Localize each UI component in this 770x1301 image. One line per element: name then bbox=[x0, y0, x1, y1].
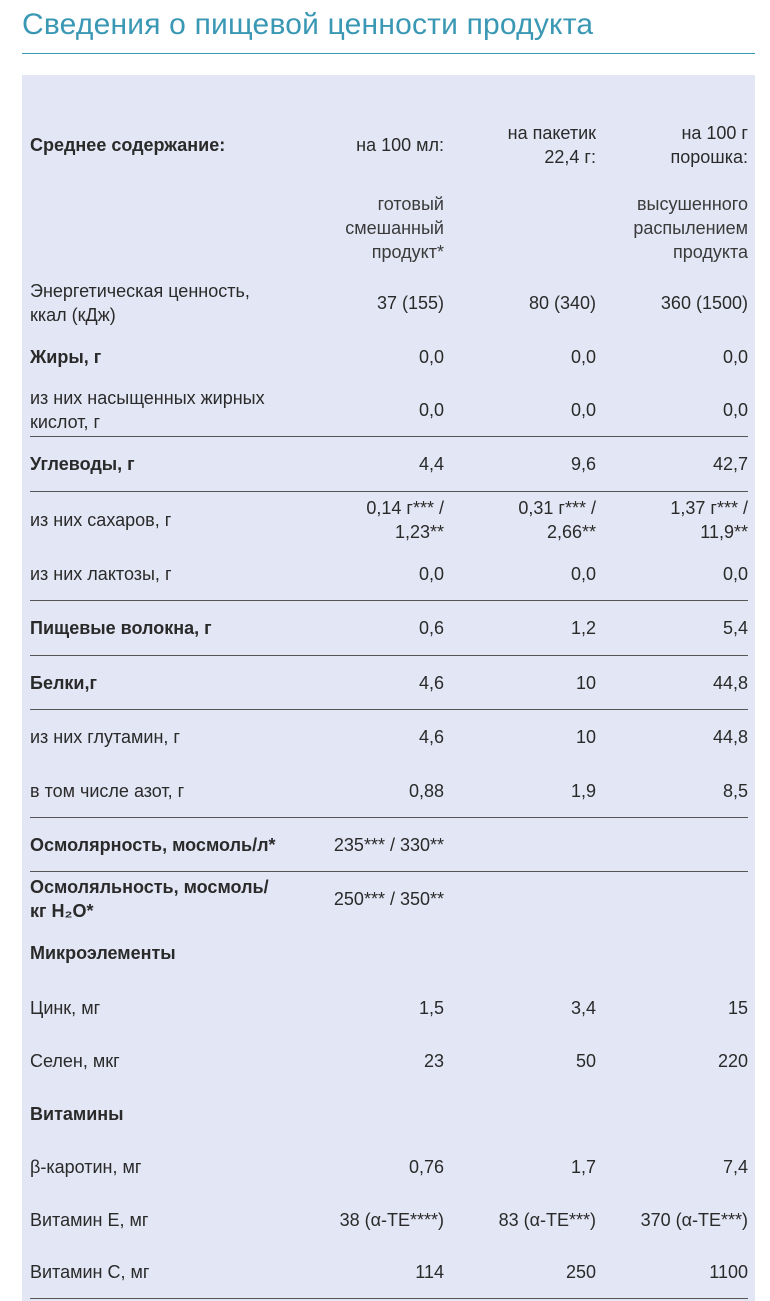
row-value-col2 bbox=[444, 330, 596, 384]
row-value-col2 bbox=[444, 437, 596, 492]
row-label bbox=[30, 548, 290, 601]
row-value-text: 0,0 bbox=[418, 564, 444, 584]
row-value-text: 0,0 bbox=[722, 400, 748, 420]
row-value-col2 bbox=[444, 384, 596, 437]
row-value-col2 bbox=[444, 1087, 596, 1140]
row-label-text: из них лактозы, г bbox=[30, 564, 172, 584]
row-label-text: Жиры, г bbox=[30, 347, 102, 367]
table-row bbox=[30, 1087, 748, 1140]
row-value-col1 bbox=[290, 925, 444, 981]
row-value-text: 1,7 bbox=[570, 1156, 596, 1177]
row-label-text: из них насыщенных жирных кислот, г bbox=[30, 388, 265, 432]
row-label bbox=[30, 276, 290, 330]
subheader-row bbox=[30, 189, 748, 276]
row-value-col1 bbox=[290, 981, 444, 1034]
table-row bbox=[30, 818, 748, 872]
row-value-text: 83 (α-ТЕ***) bbox=[498, 1209, 596, 1230]
row-value-text: 0,0 bbox=[570, 564, 596, 584]
row-value-text: 0,0 bbox=[570, 400, 596, 420]
row-value-text: 1,37 г*** / 11,9** bbox=[670, 498, 748, 542]
row-label bbox=[30, 981, 290, 1034]
row-value-col3 bbox=[596, 925, 748, 981]
table-row bbox=[30, 981, 748, 1034]
row-label bbox=[30, 1246, 290, 1298]
row-label bbox=[30, 330, 290, 384]
row-label-text: Микроэлементы bbox=[30, 943, 176, 963]
subheader-col1-text: готовый смешанный продукт* bbox=[345, 194, 444, 262]
row-value-col1 bbox=[290, 492, 444, 549]
row-value-col3 bbox=[596, 276, 748, 330]
row-label bbox=[30, 1140, 290, 1193]
table-row bbox=[30, 601, 748, 656]
row-value-col2 bbox=[444, 1140, 596, 1193]
row-value-text: 0,76 bbox=[408, 1156, 444, 1177]
row-value-col2 bbox=[444, 818, 596, 872]
row-value-text: 4,4 bbox=[418, 454, 444, 474]
row-value-col2 bbox=[444, 1193, 596, 1246]
subheader-col1 bbox=[290, 189, 444, 276]
row-value-col3 bbox=[596, 1087, 748, 1140]
row-value-text: 0,6 bbox=[418, 618, 444, 638]
header-per-sachet bbox=[444, 105, 596, 189]
row-value-text: 0,88 bbox=[408, 780, 444, 801]
row-value-col2 bbox=[444, 1034, 596, 1087]
row-value-col1 bbox=[290, 1246, 444, 1298]
table-row bbox=[30, 872, 748, 926]
table-row bbox=[30, 437, 748, 492]
row-value-col3 bbox=[596, 1034, 748, 1087]
row-value-col1 bbox=[290, 330, 444, 384]
row-value-col3 bbox=[596, 872, 748, 926]
row-label-text: β-каротин, мг bbox=[30, 1156, 142, 1177]
row-value-col1 bbox=[290, 548, 444, 601]
row-value-col3 bbox=[596, 384, 748, 437]
row-label-text: Энергетическая ценность, ккал (кДж) bbox=[30, 281, 250, 325]
row-value-col3 bbox=[596, 601, 748, 656]
row-value-text: 50 bbox=[575, 1050, 596, 1071]
title-divider bbox=[22, 53, 755, 54]
row-value-col1 bbox=[290, 276, 444, 330]
row-value-col3 bbox=[596, 818, 748, 872]
row-value-text: 1100 bbox=[709, 1262, 748, 1282]
subheader-col2 bbox=[444, 189, 596, 276]
row-value-col3 bbox=[596, 764, 748, 818]
row-label-text: Углеводы, г bbox=[30, 454, 135, 474]
header-per-100ml: на 100 мл: bbox=[356, 135, 444, 155]
row-value-col3 bbox=[596, 437, 748, 492]
row-value-text: 114 bbox=[415, 1262, 444, 1282]
row-value-text: 0,0 bbox=[722, 347, 748, 367]
header-per-100g bbox=[596, 105, 748, 189]
row-value-text: 23 bbox=[423, 1050, 444, 1071]
row-value-text: 37 (155) bbox=[376, 293, 444, 313]
row-value-col3 bbox=[596, 1246, 748, 1298]
row-value-col3 bbox=[596, 656, 748, 710]
row-value-col1 bbox=[290, 818, 444, 872]
nutrition-table bbox=[30, 105, 748, 1298]
header-per-sachet-text: на пакетик 22,4 г: bbox=[507, 123, 596, 167]
row-value-text: 235*** / 330** bbox=[333, 834, 444, 855]
row-value-text: 42,7 bbox=[712, 454, 748, 474]
row-label bbox=[30, 925, 290, 981]
row-value-text: 1,5 bbox=[418, 997, 444, 1018]
row-value-col2 bbox=[444, 764, 596, 818]
row-value-col3 bbox=[596, 1193, 748, 1246]
table-body bbox=[30, 189, 748, 1298]
row-label-text: Пищевые волокна, г bbox=[30, 618, 212, 638]
table-row bbox=[30, 925, 748, 981]
row-label bbox=[30, 818, 290, 872]
table-row bbox=[30, 492, 748, 549]
row-label-text: из них сахаров, г bbox=[30, 510, 172, 530]
subheader-empty bbox=[30, 189, 290, 276]
row-value-col2 bbox=[444, 276, 596, 330]
row-value-col3 bbox=[596, 710, 748, 765]
row-value-col1 bbox=[290, 1087, 444, 1140]
table-row bbox=[30, 1140, 748, 1193]
row-value-col1 bbox=[290, 872, 444, 926]
row-value-text: 8,5 bbox=[722, 780, 748, 801]
table-row bbox=[30, 276, 748, 330]
row-value-col3 bbox=[596, 492, 748, 549]
row-value-text: 0,31 г*** / 2,66** bbox=[518, 498, 596, 542]
row-label bbox=[30, 437, 290, 492]
row-value-text: 9,6 bbox=[570, 454, 596, 474]
row-label bbox=[30, 601, 290, 656]
table-row bbox=[30, 764, 748, 818]
row-value-text: 7,4 bbox=[722, 1156, 748, 1177]
table-row bbox=[30, 1034, 748, 1087]
row-value-col2 bbox=[444, 601, 596, 656]
row-value-col1 bbox=[290, 656, 444, 710]
row-value-col2 bbox=[444, 981, 596, 1034]
table-header-row bbox=[30, 105, 748, 189]
table-bottom-divider bbox=[30, 1298, 748, 1299]
row-label bbox=[30, 1087, 290, 1140]
row-value-text: 250 bbox=[565, 1262, 596, 1282]
row-value-col1 bbox=[290, 437, 444, 492]
row-value-text: 0,14 г*** / 1,23** bbox=[366, 498, 444, 542]
row-label-text: в том числе азот, г bbox=[30, 780, 185, 801]
subheader-col3-text: высушенного распылением продукта bbox=[633, 194, 748, 262]
row-value-col1 bbox=[290, 710, 444, 765]
row-value-col1 bbox=[290, 1193, 444, 1246]
row-value-text: 1,2 bbox=[570, 618, 596, 638]
row-value-text: 4,6 bbox=[418, 727, 444, 747]
row-value-text: 0,0 bbox=[570, 347, 596, 367]
row-value-text: 0,0 bbox=[418, 400, 444, 420]
table-row bbox=[30, 1246, 748, 1298]
row-value-text: 44,8 bbox=[712, 727, 748, 747]
row-label-text: Витамин С, мг bbox=[30, 1262, 150, 1282]
row-value-text: 0,0 bbox=[418, 347, 444, 367]
row-value-text: 3,4 bbox=[570, 997, 596, 1018]
row-label-text: Белки,г bbox=[30, 672, 97, 693]
page-title: Сведения о пищевой ценности продукта bbox=[22, 8, 594, 41]
row-label-text: из них глутамин, г bbox=[30, 727, 180, 747]
row-label-text: Витамины bbox=[30, 1103, 124, 1124]
row-value-text: 44,8 bbox=[712, 672, 748, 693]
row-value-col1 bbox=[290, 384, 444, 437]
row-value-text: 250*** / 350** bbox=[333, 888, 444, 909]
table-row bbox=[30, 656, 748, 710]
table-row bbox=[30, 548, 748, 601]
row-label bbox=[30, 1193, 290, 1246]
subheader-col3 bbox=[596, 189, 748, 276]
row-value-col3 bbox=[596, 330, 748, 384]
row-label bbox=[30, 492, 290, 549]
row-value-col2 bbox=[444, 872, 596, 926]
row-label-text: Осмоляльность, мосмоль/кг H₂O* bbox=[30, 876, 269, 921]
row-value-text: 370 (α-ТЕ***) bbox=[640, 1209, 748, 1230]
row-value-col2 bbox=[444, 492, 596, 549]
row-value-text: 4,6 bbox=[418, 672, 444, 693]
row-label-text: Селен, мкг bbox=[30, 1050, 120, 1071]
row-label bbox=[30, 1034, 290, 1087]
row-label bbox=[30, 872, 290, 926]
table-row bbox=[30, 1193, 748, 1246]
row-label bbox=[30, 710, 290, 765]
row-value-col1 bbox=[290, 601, 444, 656]
row-value-col2 bbox=[444, 710, 596, 765]
row-value-text: 360 (1500) bbox=[660, 293, 748, 313]
row-value-col2 bbox=[444, 656, 596, 710]
row-value-text: 80 (340) bbox=[528, 293, 596, 313]
row-value-text: 10 bbox=[575, 672, 596, 693]
row-label-text: Осмолярность, мосмоль/л* bbox=[30, 834, 276, 855]
row-value-col1 bbox=[290, 1140, 444, 1193]
row-value-text: 15 bbox=[727, 997, 748, 1018]
row-label-text: Цинк, мг bbox=[30, 997, 101, 1018]
row-value-text: 1,9 bbox=[570, 780, 596, 801]
row-value-col2 bbox=[444, 548, 596, 601]
row-label bbox=[30, 764, 290, 818]
row-value-col3 bbox=[596, 981, 748, 1034]
row-value-col2 bbox=[444, 1246, 596, 1298]
header-per-100g-text: на 100 г порошка: bbox=[670, 123, 748, 167]
row-value-text: 38 (α-ТЕ****) bbox=[339, 1209, 444, 1230]
row-value-text: 220 bbox=[717, 1050, 748, 1071]
row-value-text: 0,0 bbox=[722, 564, 748, 584]
row-value-col2 bbox=[444, 925, 596, 981]
row-value-col3 bbox=[596, 1140, 748, 1193]
row-label bbox=[30, 656, 290, 710]
table-row bbox=[30, 384, 748, 437]
row-label-text: Витамин Е, мг bbox=[30, 1209, 149, 1230]
table-row bbox=[30, 710, 748, 765]
row-value-text: 5,4 bbox=[722, 618, 748, 638]
table-row bbox=[30, 330, 748, 384]
row-value-col3 bbox=[596, 548, 748, 601]
header-label: Среднее содержание: bbox=[30, 135, 226, 155]
row-label bbox=[30, 384, 290, 437]
row-value-col1 bbox=[290, 1034, 444, 1087]
row-value-col1 bbox=[290, 764, 444, 818]
row-value-text: 10 bbox=[575, 727, 596, 747]
